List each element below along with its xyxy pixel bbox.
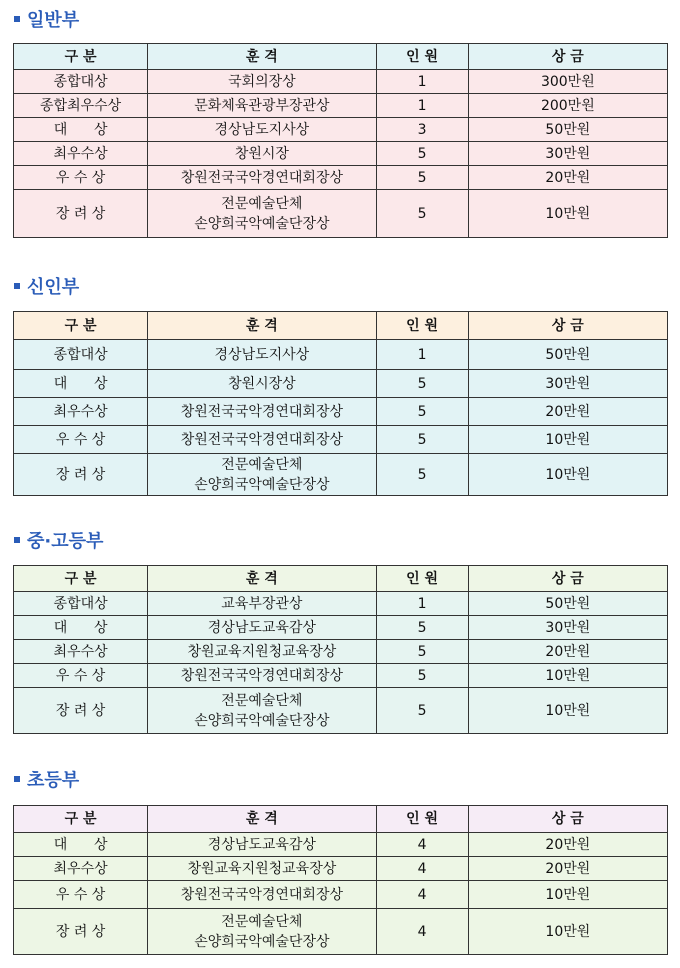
- hungyeok-line: 전문예술단체: [221, 913, 303, 930]
- cell-inwon: 5: [376, 370, 468, 398]
- cell-gubun: 최우수상: [14, 640, 148, 664]
- header-sanggeum: 상 금: [468, 806, 667, 833]
- cell-hungyeok: 창원전국국악경연대회장상: [148, 881, 376, 909]
- cell-gubun: 우 수 상: [14, 426, 148, 454]
- cell-inwon: 5: [376, 426, 468, 454]
- cell-inwon: 4: [376, 881, 468, 909]
- cell-sanggeum: 10만원: [468, 909, 667, 955]
- cell-sanggeum: 10만원: [468, 454, 667, 496]
- table-header-row: [14, 566, 668, 592]
- bullet-icon: [14, 537, 20, 543]
- cell-hungyeok: 창원전국국악경연대회장상: [148, 166, 376, 190]
- cell-inwon: 4: [376, 833, 468, 857]
- cell-inwon: 1: [376, 592, 468, 616]
- header-sanggeum: 상 금: [468, 312, 667, 340]
- cell-sanggeum: 50만원: [468, 340, 667, 370]
- table-row: [14, 426, 668, 454]
- cell-gubun: 우 수 상: [14, 166, 148, 190]
- cell-hungyeok: 창원교육지원청교육장상: [148, 857, 376, 881]
- cell-hungyeok: 경상남도지사상: [148, 118, 376, 142]
- section-title-general: [14, 6, 79, 32]
- header-gubun: 구 분: [14, 566, 148, 592]
- table-row: [14, 833, 668, 857]
- header-gubun: 구 분: [14, 44, 148, 70]
- cell-hungyeok: 경상남도교육감상: [148, 833, 376, 857]
- cell-gubun: 종합대상: [14, 340, 148, 370]
- header-inwon: 인 원: [376, 312, 468, 340]
- cell-sanggeum: 10만원: [468, 664, 667, 688]
- cell-sanggeum: 200만원: [468, 94, 667, 118]
- cell-hungyeok: 창원시장: [148, 142, 376, 166]
- cell-gubun: 대 상: [14, 616, 148, 640]
- cell-gubun: 최우수상: [14, 857, 148, 881]
- header-gubun: 구 분: [14, 806, 148, 833]
- cell-gubun: 대 상: [14, 118, 148, 142]
- cell-sanggeum: 20만원: [468, 640, 667, 664]
- cell-sanggeum: 50만원: [468, 118, 667, 142]
- cell-inwon: 4: [376, 909, 468, 955]
- cell-hungyeok: [148, 190, 376, 238]
- cell-gubun: 최우수상: [14, 398, 148, 426]
- cell-sanggeum: 20만원: [468, 166, 667, 190]
- header-inwon: 인 원: [376, 806, 468, 833]
- cell-inwon: 5: [376, 616, 468, 640]
- table-row: [14, 592, 668, 616]
- hungyeok-line: 손양희국악예술단장상: [194, 476, 330, 493]
- cell-hungyeok: 창원시장상: [148, 370, 376, 398]
- cell-sanggeum: 300만원: [468, 70, 667, 94]
- cell-inwon: 5: [376, 398, 468, 426]
- cell-sanggeum: 30만원: [468, 142, 667, 166]
- header-hungyeok: 훈 격: [148, 44, 376, 70]
- hungyeok-line: 손양희국악예술단장상: [194, 933, 330, 950]
- cell-inwon: 5: [376, 166, 468, 190]
- hungyeok-line: 손양희국악예술단장상: [194, 215, 330, 232]
- cell-inwon: 4: [376, 857, 468, 881]
- table-row: [14, 340, 668, 370]
- section-title-elementary: [14, 766, 79, 792]
- cell-hungyeok: 문화체육관광부장관상: [148, 94, 376, 118]
- cell-hungyeok: 창원교육지원청교육장상: [148, 640, 376, 664]
- cell-inwon: 1: [376, 340, 468, 370]
- cell-inwon: 5: [376, 190, 468, 238]
- table-row: [14, 857, 668, 881]
- header-hungyeok: 훈 격: [148, 806, 376, 833]
- cell-sanggeum: 20만원: [468, 833, 667, 857]
- cell-sanggeum: 20만원: [468, 398, 667, 426]
- hungyeok-line: 전문예술단체: [221, 195, 303, 212]
- cell-sanggeum: 30만원: [468, 616, 667, 640]
- bullet-icon: [14, 16, 20, 22]
- cell-gubun: 최우수상: [14, 142, 148, 166]
- prize-table-elementary: [13, 805, 668, 955]
- header-sanggeum: 상 금: [468, 566, 667, 592]
- header-hungyeok: 훈 격: [148, 566, 376, 592]
- cell-hungyeok: [148, 454, 376, 496]
- table-header-row: [14, 44, 668, 70]
- prize-table-general: [13, 43, 668, 238]
- table-row: [14, 370, 668, 398]
- cell-inwon: 5: [376, 664, 468, 688]
- table-row: [14, 94, 668, 118]
- header-sanggeum: 상 금: [468, 44, 667, 70]
- section-title-text: 신인부: [27, 277, 80, 298]
- table-row: [14, 70, 668, 94]
- cell-sanggeum: 10만원: [468, 688, 667, 734]
- header-inwon: 인 원: [376, 566, 468, 592]
- cell-gubun: 장 려 상: [14, 190, 148, 238]
- cell-inwon: 1: [376, 70, 468, 94]
- bullet-icon: [14, 283, 20, 289]
- cell-sanggeum: 10만원: [468, 881, 667, 909]
- prize-table-middle-high: [13, 565, 668, 734]
- cell-sanggeum: 10만원: [468, 426, 667, 454]
- table-row: [14, 142, 668, 166]
- cell-sanggeum: 50만원: [468, 592, 667, 616]
- bullet-icon: [14, 776, 20, 782]
- table-row: [14, 616, 668, 640]
- cell-hungyeok: 경상남도지사상: [148, 340, 376, 370]
- cell-hungyeok: 경상남도교육감상: [148, 616, 376, 640]
- table-row: [14, 118, 668, 142]
- cell-inwon: 3: [376, 118, 468, 142]
- cell-gubun: 장 려 상: [14, 688, 148, 734]
- header-hungyeok: 훈 격: [148, 312, 376, 340]
- table-row: [14, 190, 668, 238]
- header-inwon: 인 원: [376, 44, 468, 70]
- cell-hungyeok: [148, 909, 376, 955]
- cell-gubun: 장 려 상: [14, 909, 148, 955]
- table-row: [14, 664, 668, 688]
- header-gubun: 구 분: [14, 312, 148, 340]
- table-row: [14, 454, 668, 496]
- cell-hungyeok: 창원전국국악경연대회장상: [148, 398, 376, 426]
- table-row: [14, 881, 668, 909]
- section-title-rookie: [14, 273, 79, 299]
- cell-hungyeok: 창원전국국악경연대회장상: [148, 426, 376, 454]
- cell-hungyeok: [148, 688, 376, 734]
- section-title-text: 중·고등부: [27, 531, 104, 552]
- hungyeok-line: 전문예술단체: [221, 692, 303, 709]
- cell-gubun: 종합최우수상: [14, 94, 148, 118]
- section-title-middle-high: [14, 527, 103, 553]
- cell-hungyeok: 국회의장상: [148, 70, 376, 94]
- hungyeok-line: 손양희국악예술단장상: [194, 712, 330, 729]
- cell-gubun: 종합대상: [14, 592, 148, 616]
- cell-gubun: 대 상: [14, 833, 148, 857]
- cell-gubun: 종합대상: [14, 70, 148, 94]
- cell-gubun: 우 수 상: [14, 664, 148, 688]
- cell-inwon: 5: [376, 688, 468, 734]
- cell-sanggeum: 30만원: [468, 370, 667, 398]
- table-row: [14, 398, 668, 426]
- table-row: [14, 688, 668, 734]
- table-row: [14, 909, 668, 955]
- cell-sanggeum: 20만원: [468, 857, 667, 881]
- cell-inwon: 5: [376, 142, 468, 166]
- cell-gubun: 대 상: [14, 370, 148, 398]
- hungyeok-line: 전문예술단체: [221, 456, 303, 473]
- cell-inwon: 1: [376, 94, 468, 118]
- cell-gubun: 장 려 상: [14, 454, 148, 496]
- prize-table-rookie: [13, 311, 668, 496]
- cell-hungyeok: 창원전국국악경연대회장상: [148, 664, 376, 688]
- table-header-row: [14, 806, 668, 833]
- cell-gubun: 우 수 상: [14, 881, 148, 909]
- table-header-row: [14, 312, 668, 340]
- cell-hungyeok: 교육부장관상: [148, 592, 376, 616]
- table-row: [14, 640, 668, 664]
- section-title-text: 초등부: [27, 770, 80, 791]
- table-row: [14, 166, 668, 190]
- cell-inwon: 5: [376, 640, 468, 664]
- cell-inwon: 5: [376, 454, 468, 496]
- section-title-text: 일반부: [27, 10, 80, 31]
- cell-sanggeum: 10만원: [468, 190, 667, 238]
